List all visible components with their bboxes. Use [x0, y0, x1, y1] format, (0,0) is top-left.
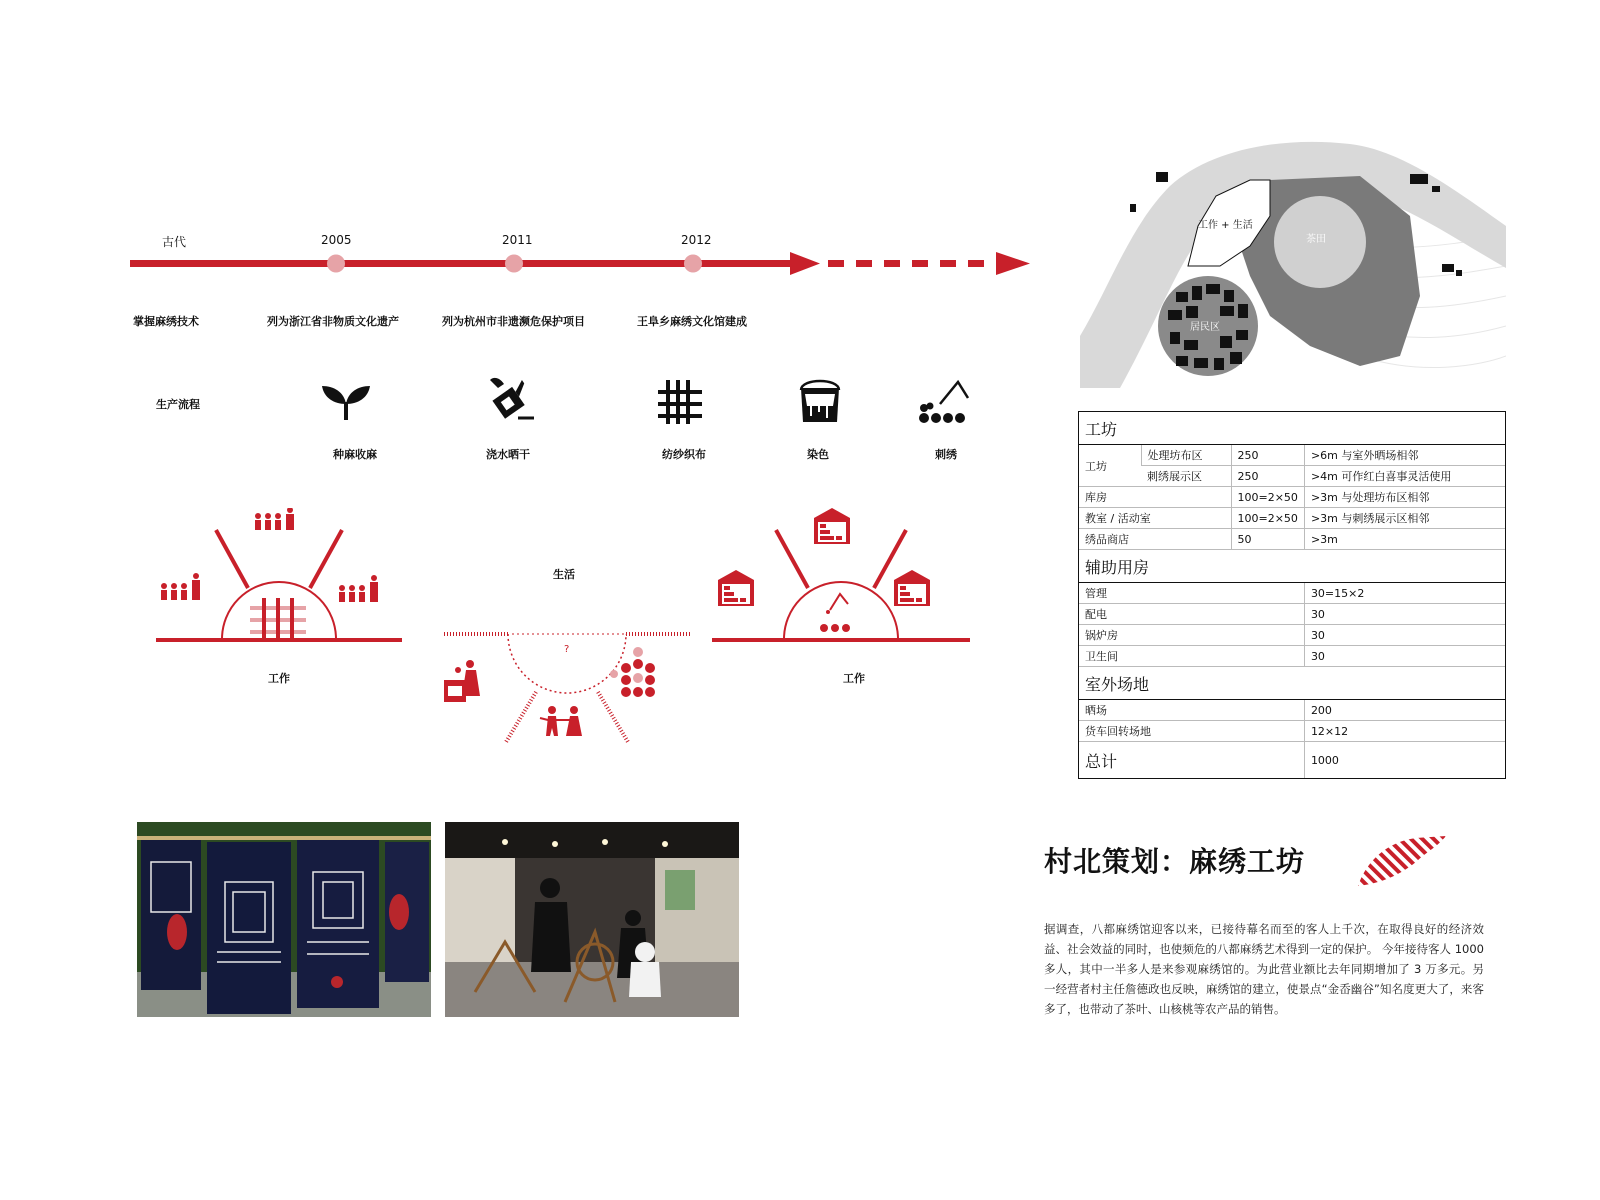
table-cell-name: 晒场: [1079, 700, 1304, 721]
cooking-icon: [444, 660, 480, 702]
timeline-year: 2012: [681, 233, 712, 247]
map-label-residential: 居民区: [1190, 322, 1220, 333]
table-cell-name: 锅炉房: [1079, 625, 1304, 646]
work-label-left: 工作: [268, 672, 290, 685]
table-cell-area: 250: [1231, 466, 1304, 487]
table-cell-name: 配电: [1079, 604, 1304, 625]
milestone-dot: [505, 255, 523, 273]
classroom-icon: [255, 508, 294, 530]
table-cell-area: 250: [1231, 445, 1304, 466]
map-label-tea-field: 茶田: [1306, 234, 1326, 245]
timeline-event: 王阜乡麻绣文化馆建成: [637, 315, 747, 328]
program-table: [1078, 411, 1506, 779]
table-cell-group: 工坊: [1079, 445, 1141, 487]
sprout-icon: [320, 382, 372, 422]
table-cell-name: 货车回转场地: [1079, 721, 1304, 742]
table-cell-note: >3m 与刺绣展示区相邻: [1304, 508, 1505, 529]
table-cell-area: 12×12: [1304, 721, 1505, 742]
timeline-year: 2005: [321, 233, 352, 247]
warehouse-icon: [894, 570, 930, 606]
table-cell-name: 处理坊布区: [1141, 445, 1231, 466]
embroidery-pattern-icon: [610, 647, 655, 697]
milestone-dot: [684, 255, 702, 273]
timeline-event: 列为杭州市非遗濒危保护项目: [442, 315, 585, 328]
section-title: 室外场地: [1079, 667, 1505, 700]
museum-photo-illustration: [445, 822, 739, 1017]
timeline-arrow: [120, 248, 1040, 280]
table-cell-area: 30=15×2: [1304, 583, 1505, 604]
total-label: 总计: [1079, 742, 1304, 779]
life-label: 生活: [553, 568, 575, 581]
timeline-event: 列为浙江省非物质文化遗产: [267, 315, 399, 328]
museum-photo: [445, 822, 739, 1017]
process-step: 纺纱织布: [662, 448, 706, 461]
table-cell-area: 30: [1304, 625, 1505, 646]
timeline-event: 掌握麻绣技术: [133, 315, 199, 328]
dye-bucket-icon: [797, 376, 843, 424]
page-title: 村北策划：麻绣工坊: [1044, 845, 1306, 878]
description-paragraph: 据调查，八都麻绣馆迎客以来，已接待幕名而至的客人上千次，在取得良好的经济效益、社会效益的同时，也使频危的八都麻绣艺术得到一定的保护。 今年接待客人 1000 多人，其中一半多人是来参观麻绣馆的。为此营业额比去年同期增加了 3 万多元。另一经营者村主任詹德政也反映，麻绣馆的建立，使景点“金岙幽谷”知名度更大了，来客多了，也带动了茶叶、山核桃等农产品的销售。: [1044, 922, 1484, 1016]
embroidery-photo-illustration: [137, 822, 431, 1017]
table-cell-area: 100=2×50: [1231, 487, 1304, 508]
embroidery-icon: [820, 594, 850, 632]
work-diagram-left: [150, 508, 410, 648]
table-cell-name: 卫生间: [1079, 646, 1304, 667]
warehouse-icon: [814, 508, 850, 544]
table-cell-area: 30: [1304, 646, 1505, 667]
life-question-mark: ?: [564, 644, 570, 655]
weave-icon: [658, 380, 702, 424]
table-cell-area: 100=2×50: [1231, 508, 1304, 529]
table-cell-note: >4m 可作红白喜事灵活使用: [1304, 466, 1505, 487]
life-diagram: [440, 624, 700, 754]
classroom-icon: [339, 575, 378, 602]
embroidery-photo: [137, 822, 431, 1017]
process-step: 染色: [807, 448, 829, 461]
table-cell-name: 库房: [1079, 487, 1231, 508]
work-label-right: 工作: [843, 672, 865, 685]
process-label: 生产流程: [156, 398, 200, 411]
total-value: 1000: [1304, 742, 1505, 779]
process-step: 浇水晒干: [486, 448, 530, 461]
table-cell-area: 50: [1231, 529, 1304, 550]
classroom-icon: [161, 573, 200, 600]
dancing-people-icon: [540, 706, 582, 736]
timeline-year: 2011: [502, 233, 533, 247]
site-map: [1080, 136, 1506, 388]
section-title: 辅助用房: [1079, 550, 1505, 583]
warehouse-icon: [718, 570, 754, 606]
milestone-dot: [327, 255, 345, 273]
embroidery-icon: [918, 376, 974, 426]
process-step: 刺绣: [935, 448, 957, 461]
table-cell-note: >3m 与处理坊布区相邻: [1304, 487, 1505, 508]
timeline-year: 古代: [162, 235, 187, 249]
table-cell-area: 30: [1304, 604, 1505, 625]
process-step: 种麻收麻: [333, 448, 377, 461]
hemp-leaf-icon: [1356, 832, 1448, 888]
table-cell-name: 刺绣展示区: [1141, 466, 1231, 487]
watering-can-icon: [482, 376, 536, 424]
map-label-work-life: 工作 + 生活: [1198, 220, 1253, 231]
table-cell-name: 管理: [1079, 583, 1304, 604]
work-diagram-right: [706, 508, 976, 648]
table-cell-name: 绣品商店: [1079, 529, 1231, 550]
table-cell-note: >6m 与室外晒场相邻: [1304, 445, 1505, 466]
table-cell-note: >3m: [1304, 529, 1505, 550]
section-title: 工坊: [1079, 412, 1505, 445]
table-cell-name: 教室 / 活动室: [1079, 508, 1231, 529]
table-cell-area: 200: [1304, 700, 1505, 721]
